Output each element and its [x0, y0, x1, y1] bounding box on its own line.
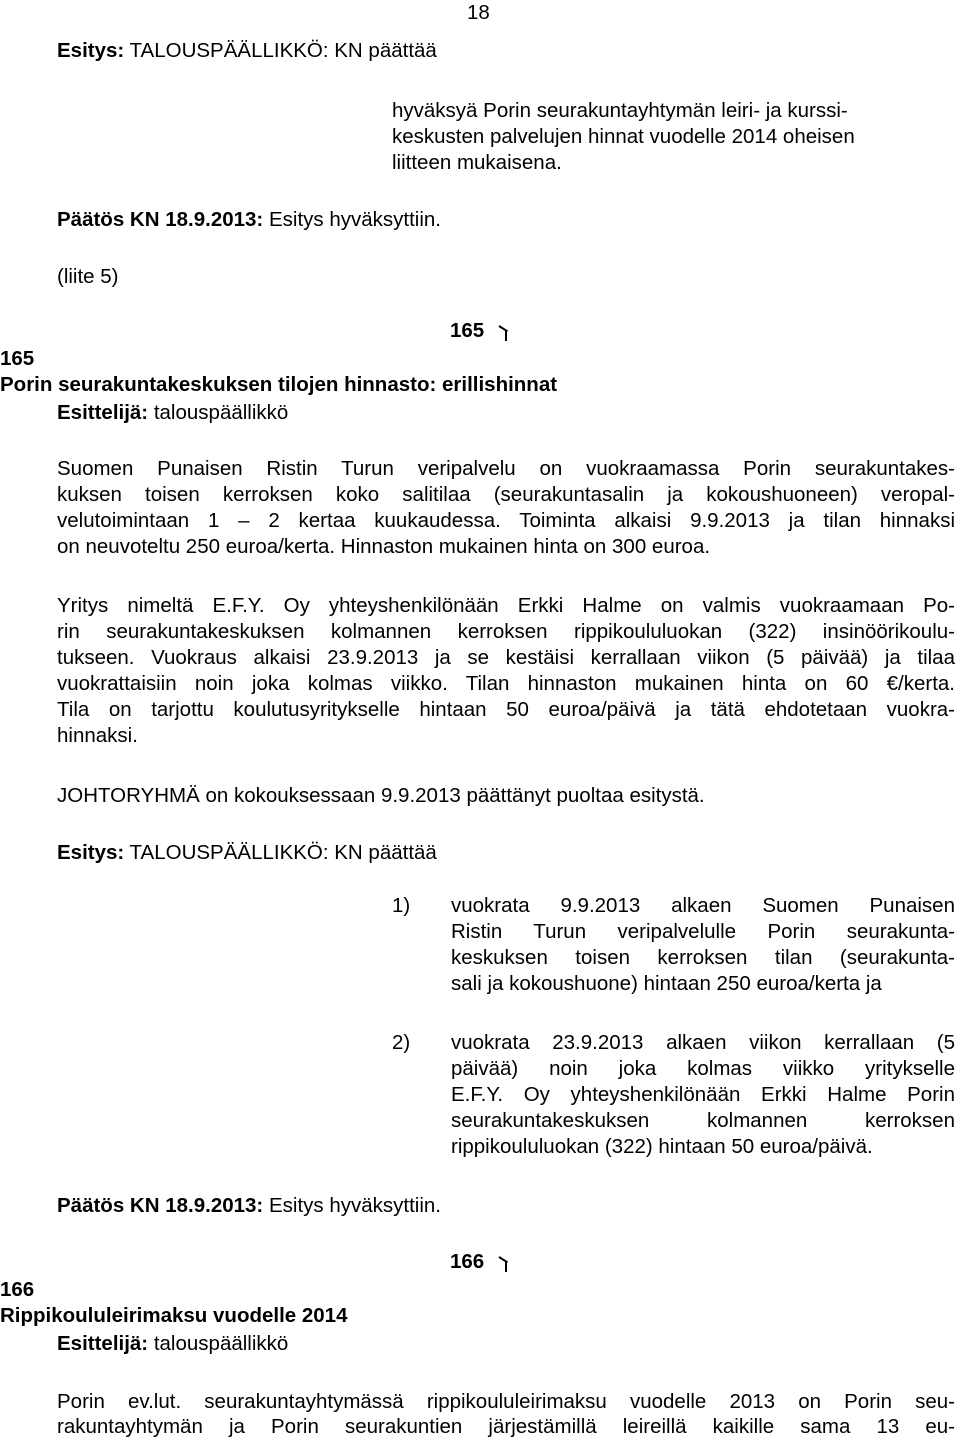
decision-label: Päätös KN 18.9.2013: [57, 208, 264, 231]
list-item-number: 2) [392, 1031, 411, 1054]
presenter-label: Esittelijä: [57, 401, 149, 424]
proposal-heading-1 [57, 38, 437, 64]
list-item-line: rippikoululuokan (322) hintaan 50 euroa/päivä. [451, 1135, 873, 1158]
section-166-number: 166 [0, 1278, 35, 1301]
paragraph-line: Yritys nimeltä E.F.Y. Oy yhteyshenkilönään Erkki Halme on valmis vuokraamaan Po- [57, 594, 955, 617]
section-165-number: 165 [0, 347, 35, 370]
section-165-title: Porin seurakuntakeskuksen tilojen hinnasto: erillishinnat [0, 373, 558, 396]
decision-1 [57, 207, 441, 233]
paragraph-line: kuksen toisen kerroksen koko salitilaa (seurakuntasalin ja kokoushuoneen) veropal- [57, 483, 955, 506]
paragraph-line: Porin ev.lut. seurakuntayhtymässä rippikoululeirimaksu vuodelle 2013 on Porin seu- [57, 1390, 955, 1413]
paragraph-line: Tila on tarjottu koulutusyritykselle hintaan 50 euroa/päivä ja tätä ehdotetaan vuokra- [57, 698, 955, 721]
section-165-presenter [57, 400, 288, 426]
paragraph-line: vuokrattaisiin noin joka kolmas viikko. Tilan hinnaston mukainen hinta on 60 €/kerta. [57, 672, 955, 695]
proposal-heading-2 [57, 840, 437, 866]
paragraph-line: hinnaksi. [57, 724, 138, 747]
decision-label: Päätös KN 18.9.2013: [57, 1194, 264, 1217]
presenter-name: talouspäällikkö [148, 401, 289, 424]
list-item-line: päivää) noin joka kolmas viikko yritykselle [451, 1057, 955, 1080]
proposal-line: hyväksyä Porin seurakuntayhtymän leiri- ja kurssi- [392, 99, 848, 122]
decision-2 [57, 1193, 441, 1219]
list-item-line: E.F.Y. Oy yhteyshenkilönään Erkki Halme Porin [451, 1083, 955, 1106]
paragraph-line: tukseen. Vuokraus alkaisi 23.9.2013 ja se kestäisi kerrallaan viikon (5 päivää) ja tilaa [57, 646, 955, 669]
section-166-presenter [57, 1331, 288, 1357]
section-166-center-number: 166 [450, 1250, 485, 1273]
proposal-line: liitteen mukaisena. [392, 151, 562, 174]
proposal-label: Esitys: [57, 39, 125, 62]
proposal-text: TALOUSPÄÄLLIKKÖ: KN päättää [124, 39, 437, 62]
attachment-note: (liite 5) [57, 265, 119, 288]
proposal-label: Esitys: [57, 841, 125, 864]
list-item-number: 1) [392, 894, 411, 917]
paragraph-line: on neuvoteltu 250 euroa/kerta. Hinnaston mukainen hinta on 300 euroa. [57, 535, 711, 558]
list-item-line: seurakuntakeskuksen kolmannen kerroksen [451, 1109, 955, 1132]
paragraph-line: Suomen Punaisen Ristin Turun veripalvelu on vuokraamassa Porin seurakuntakes- [57, 457, 955, 480]
list-item-line: sali ja kokoushuone) hintaan 250 euroa/kerta ja [451, 972, 882, 995]
presenter-name: talouspäällikkö [148, 1332, 289, 1355]
section-mark-icon [497, 322, 509, 342]
proposal-line: keskusten palvelujen hinnat vuodelle 2014 oheisen [392, 125, 855, 148]
section-166-title: Rippikoululeirimaksu vuodelle 2014 [0, 1304, 348, 1327]
proposal-text: TALOUSPÄÄLLIKKÖ: KN päättää [124, 841, 437, 864]
decision-text: Esitys hyväksyttiin. [263, 208, 441, 231]
paragraph-line: velutoimintaan 1 – 2 kertaa kuukaudessa. Toiminta alkaisi 9.9.2013 ja tilan hinnaksi [57, 509, 955, 532]
decision-text: Esitys hyväksyttiin. [263, 1194, 441, 1217]
paragraph-line: rin seurakuntakeskuksen kolmannen kerroksen rippikoululuokan (322) insinöörikoulu- [57, 620, 955, 643]
list-item-line: keskuksen toisen kerroksen tilan (seurakunta- [451, 946, 955, 969]
steering-group-statement: JOHTORYHMÄ on kokouksessaan 9.9.2013 päättänyt puoltaa esitystä. [57, 784, 705, 807]
section-mark-icon [497, 1253, 509, 1273]
page-number: 18 [467, 1, 490, 24]
list-item-line: Ristin Turun veripalvelulle Porin seurakunta- [451, 920, 955, 943]
section-165-center-number: 165 [450, 319, 485, 342]
paragraph-line: rakuntayhtymän ja Porin seurakuntien järjestämillä leireillä kaikille sama 13 eu- [57, 1415, 955, 1438]
presenter-label: Esittelijä: [57, 1332, 149, 1355]
list-item-line: vuokrata 23.9.2013 alkaen viikon kerrallaan (5 [451, 1031, 955, 1054]
list-item-line: vuokrata 9.9.2013 alkaen Suomen Punaisen [451, 894, 955, 917]
